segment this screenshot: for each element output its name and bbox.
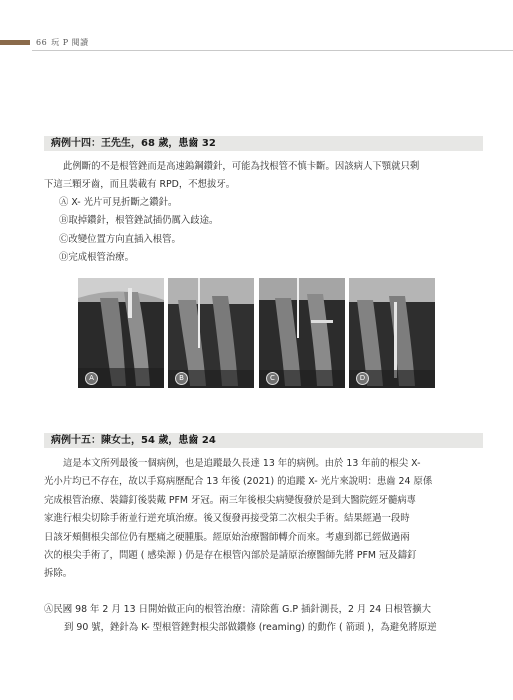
- xray-image-b: [168, 278, 254, 388]
- case15-list-item-a: [44, 601, 484, 638]
- step-b: Ⓑ取掉鑽針，根管銼試插仍厲入歧途。: [59, 215, 219, 227]
- page-number: 66: [36, 38, 48, 47]
- image-label-c: C: [266, 372, 279, 385]
- running-header: [36, 37, 93, 48]
- list-item-a-line-2: 到 90 號，銼針為 K- 型根管銼對根尖部做鑽修 (reaming) 的動作 ( 箭頭 )，為避免將原逆: [64, 622, 437, 634]
- xray-image-c: [259, 278, 345, 388]
- case15-line-7: 拆除。: [44, 568, 73, 580]
- image-label-d: D: [356, 372, 369, 385]
- xray-image-d: [349, 278, 435, 388]
- image-label-a: A: [85, 372, 98, 385]
- case15-line-3: 完成根管治療、裝鑄釘後裝戴 PFM 牙冠。兩三年後根尖病變復發於是到大醫院經牙髓病專: [44, 494, 416, 506]
- case15-line-6: 次的根尖手術了，問題 ( 感染源 ) 仍是存在根管內部於是請原治療醫師先將 PFM 冠及鑄釘: [44, 550, 417, 562]
- list-item-a-line-1: Ⓐ民國 98 年 2 月 13 日開始做正向的根管治療：清除舊 G.P 插針測長，2 月 24 日根管擴大: [44, 604, 432, 615]
- step-a: Ⓐ X- 光片可見折斷之鑽針。: [59, 197, 178, 208]
- book-title: 玩 P 閱讀: [51, 38, 89, 47]
- case14-heading: 病例十四：王先生，68 歲，患齒 32: [44, 136, 483, 151]
- case15-line-4: 家進行根尖切除手術並行逆充填治療。後又復發再接受第二次根尖手術。結果經過一段時: [44, 513, 410, 525]
- case15-heading: 病例十五：陳女士，54 歲，患齒 24: [44, 433, 483, 448]
- case14-line-1: 此例斷的不是根管銼而是高速鎢鋼鑽針，可能為找根管不慎卡斷。因該病人下顎就只剩: [63, 161, 420, 172]
- xray-image-a: [78, 278, 164, 388]
- case15-paragraph: [44, 455, 484, 584]
- step-d: Ⓓ完成根管治療。: [59, 251, 135, 263]
- case14-steps: [59, 194, 218, 267]
- header-rule: [32, 50, 513, 51]
- image-label-b: B: [175, 372, 188, 385]
- case15-line-1: 這是本文所列最後一個病例，也是追蹤最久長達 13 年的病例。由於 13 年前的根尖 X-: [63, 458, 421, 469]
- header-accent-bar: [0, 40, 30, 45]
- step-c: Ⓒ改變位置方向直插入根管。: [59, 233, 181, 245]
- case14-paragraph: [44, 158, 484, 195]
- case15-line-2: 光小片均已不存在，故以手寫病歷配合 13 年後 (2021) 的追蹤 X- 光片來說明：患齒 24 原係: [44, 476, 433, 488]
- case15-line-5: 日該牙頰側根尖部位仍有壓痛之硬腫脹。經原始治療醫師轉介而來。考慮到都已經做過兩: [44, 531, 410, 543]
- case14-line-2: 下這三顆牙齒，而且裝載有 RPD，不想拔牙。: [44, 179, 236, 191]
